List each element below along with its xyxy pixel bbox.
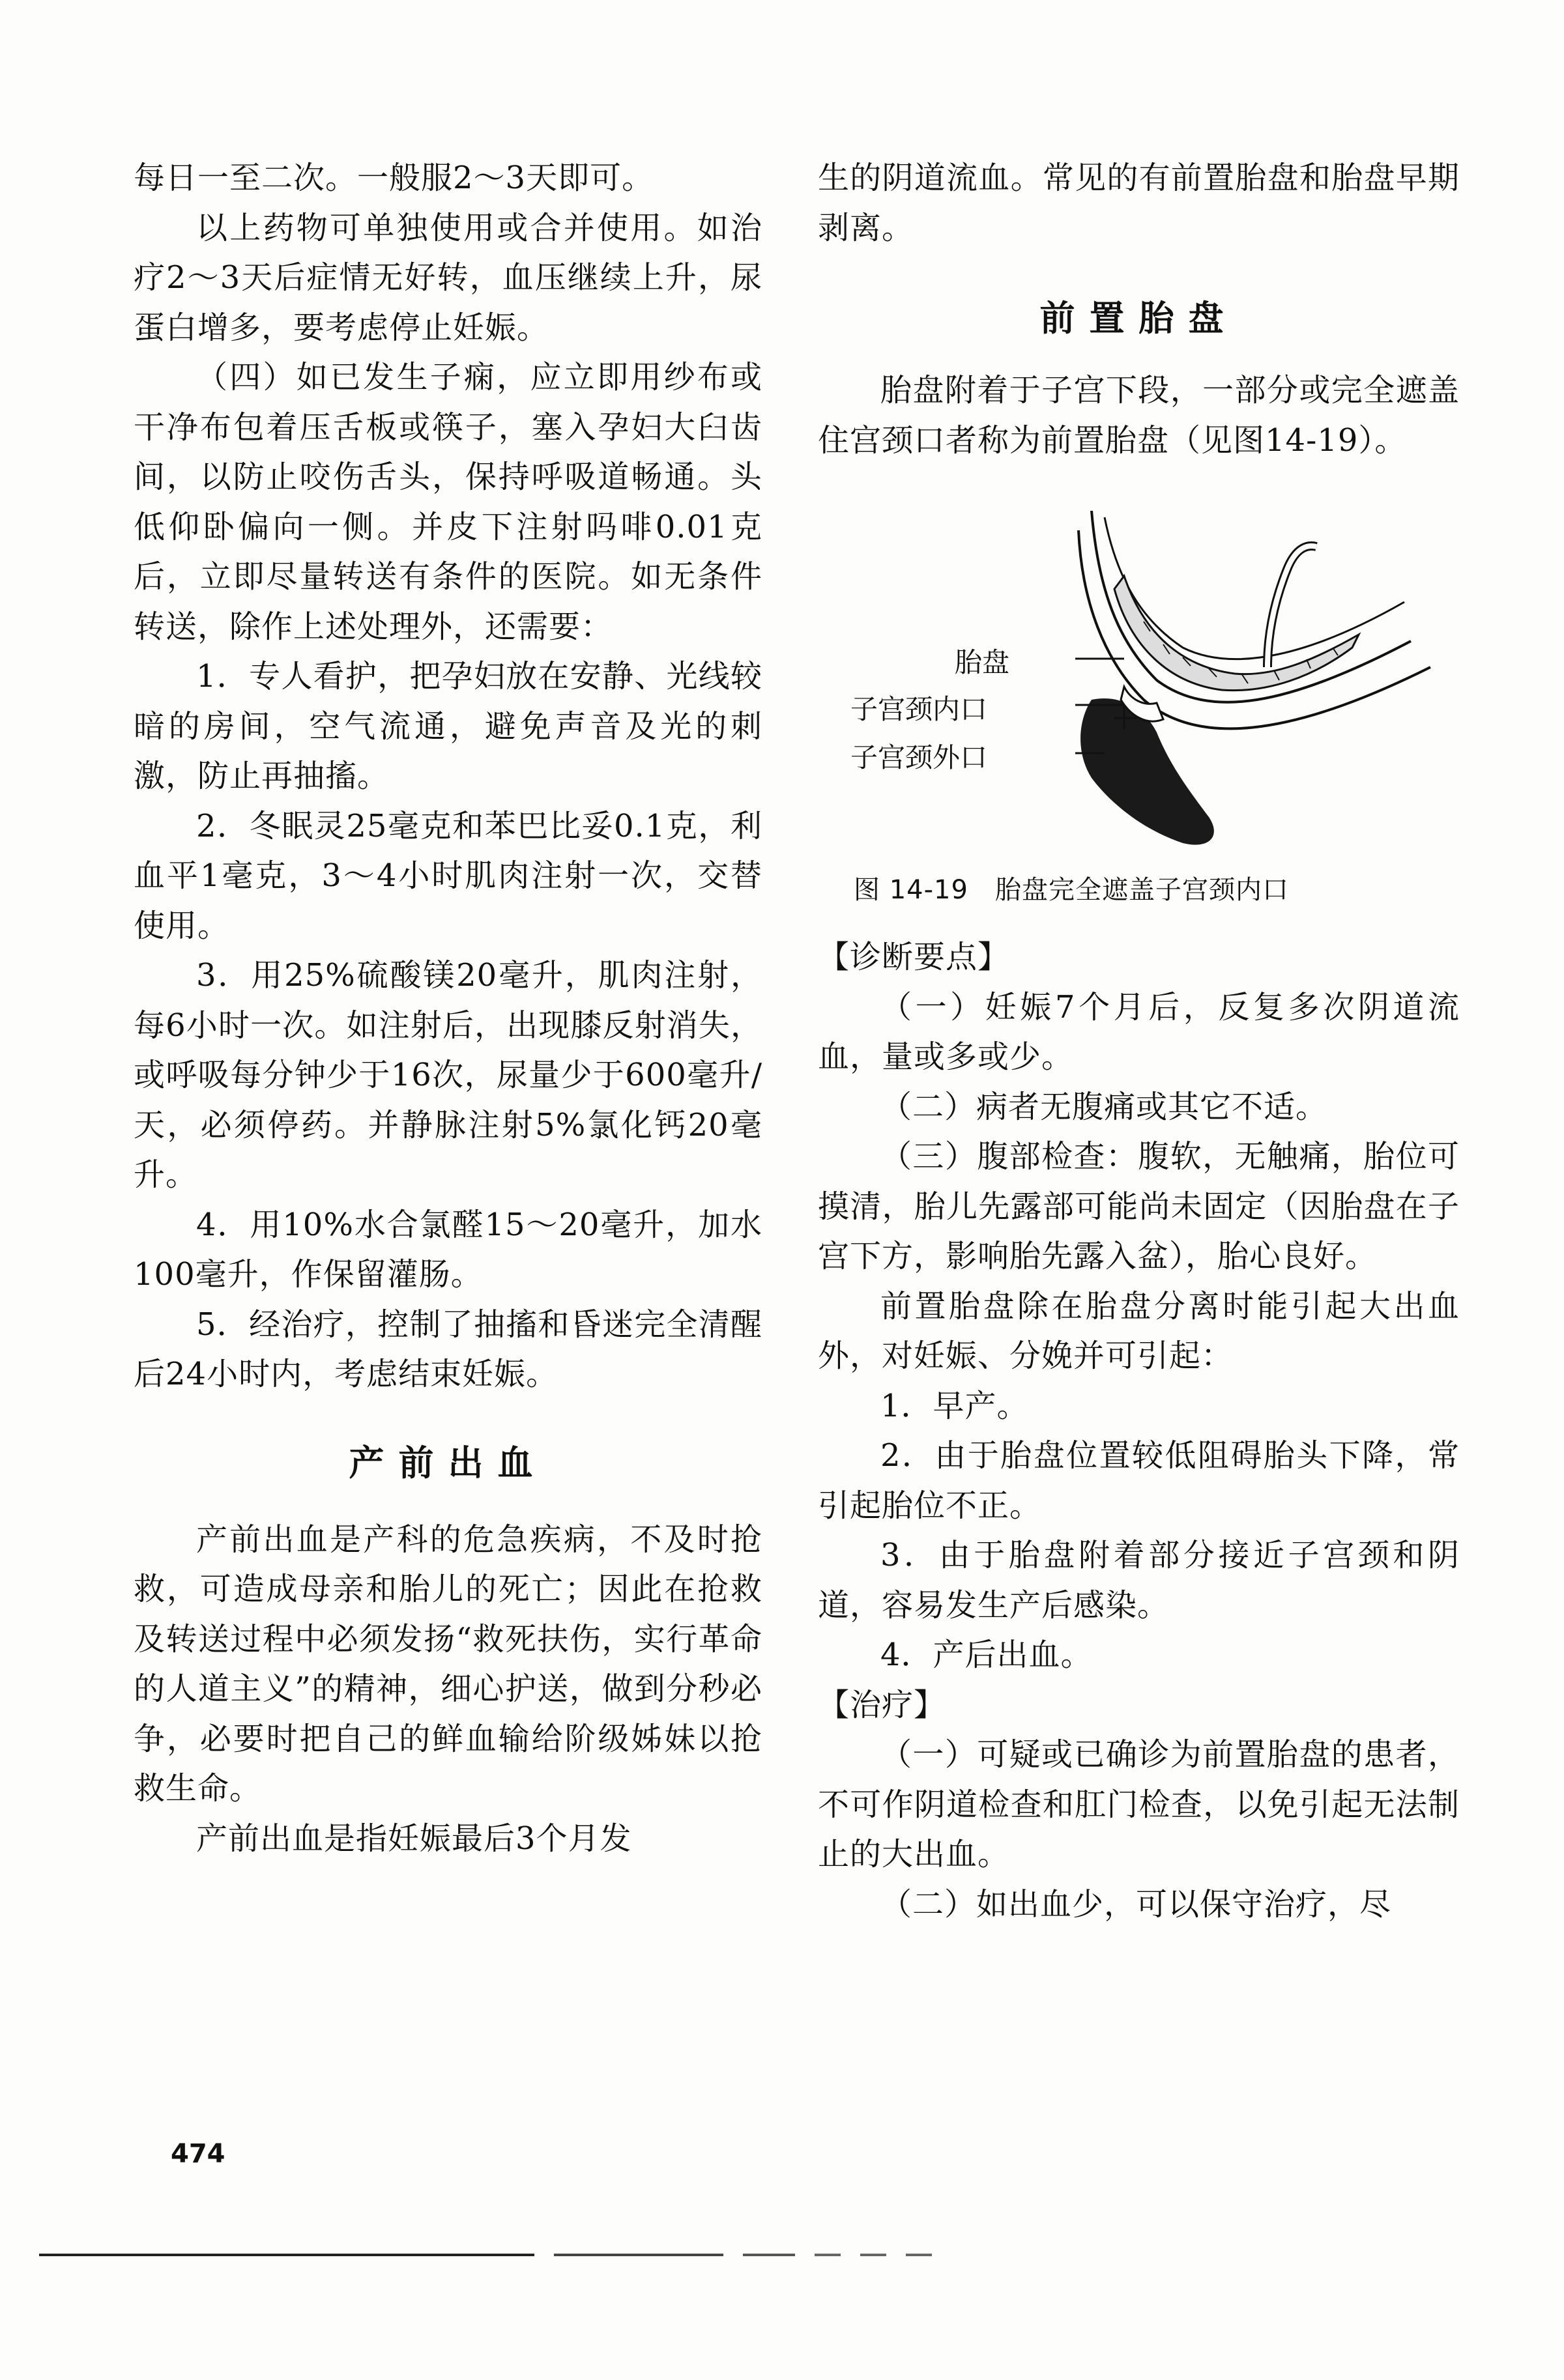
list-item: 1．早产。 (880, 1387, 1029, 1424)
section-heading: 前置胎盘 (1039, 298, 1238, 339)
section-heading: 产前出血 (349, 1442, 547, 1484)
subheading: 【治疗】 (818, 1686, 946, 1723)
list-item: （一）妊娠7个月后，反复多次阴道流血，量或多或少。 (818, 988, 1460, 1075)
figure-placenta-previa (818, 491, 1460, 856)
paragraph: 产前出血是指妊娠最后3个月发 (196, 1820, 632, 1857)
list-item: （三）腹部检查：腹软，无触痛，胎位可摸清，胎儿先露部可能尚未固定（因胎盘在子宫下方，影响胎先露入盆），胎心良好。 (818, 1138, 1460, 1274)
paragraph: 以上药物可单独使用或合并使用。如治疗2～3天后症情无好转，血压继续上升，尿蛋白增多，要考虑停止妊娠。 (134, 209, 762, 346)
paragraph: 生的阴道流血。常见的有前置胎盘和胎盘早期剥离。 (818, 160, 1460, 246)
list-item: （二）病者无腹痛或其它不适。 (880, 1088, 1328, 1125)
left-column (134, 153, 762, 1863)
list-item: （二）如出血少，可以保守治疗，尽 (880, 1885, 1392, 1923)
list-item: 4．产后出血。 (880, 1637, 1093, 1673)
right-column (818, 153, 1460, 1929)
list-item: 3．由于胎盘附着部分接近子宫颈和阴道，容易发生产后感染。 (818, 1537, 1460, 1624)
paragraph: 胎盘附着于子宫下段，一部分或完全遮盖住宫颈口者称为前置胎盘（见图14-19）。 (818, 372, 1460, 459)
list-item: 4．用10%水合氯醛15～20毫升，加水100毫升，作保留灌肠。 (134, 1206, 762, 1293)
paragraph: 产前出血是产科的危急疾病，不及时抢救，可造成母亲和胎儿的死亡；因此在抢救及转送过程中必须发扬“救死扶伤，实行革命的人道主义”的精神，细心护送，做到分秒必争，必要时把自己的鲜血输给阶级姊妹以抢救生命。 (134, 1521, 762, 1807)
list-item: 2．由于胎盘位置较低阻碍胎头下降，常引起胎位不正。 (818, 1437, 1460, 1524)
page-number: 474 (171, 2139, 225, 2169)
list-item: 1．专人看护，把孕妇放在安静、光线较暗的房间，空气流通，避免声音及光的刺激，防止再抽搐。 (134, 658, 762, 794)
list-item: （一）可疑或已确诊为前置胎盘的患者，不可作阴道检查和肛门检查，以免引起无法制止的大出血。 (818, 1736, 1460, 1872)
list-item: 2．冬眠灵25毫克和苯巴比妥0.1克，利血平1毫克，3～4小时肌肉注射一次，交替使用。 (134, 807, 762, 944)
subheading: 【诊断要点】 (818, 939, 1010, 975)
figure-label-placenta: 胎盘 (955, 646, 1010, 678)
scan-artifact-line (39, 2252, 945, 2258)
paragraph: 前置胎盘除在胎盘分离时能引起大出血外，对妊娠、分娩并可引起： (818, 1287, 1460, 1374)
placenta-illustration (818, 491, 1460, 856)
paragraph: 每日一至二次。一般服2～3天即可。 (134, 160, 654, 196)
figure-label-external-os: 子宫颈外口 (850, 741, 988, 773)
list-item: 5．经治疗，控制了抽搐和昏迷完全清醒后24小时内，考虑结束妊娠。 (134, 1306, 762, 1392)
list-item: 3．用25%硫酸镁20毫升，肌肉注射，每6小时一次。如注射后，出现膝反射消失，或呼吸每分钟少于16次，尿量少于600毫升/天，必须停药。并静脉注射5%氯化钙20毫升。 (134, 957, 762, 1193)
figure-caption: 图 14-19 胎盘完全遮盖子宫颈内口 (854, 875, 1289, 905)
paragraph: （四）如已发生子痫，应立即用纱布或干净布包着压舌板或筷子，塞入孕妇大臼齿间，以防止咬伤舌头，保持呼吸道畅通。头低仰卧偏向一侧。并皮下注射吗啡0.01克后，立即尽量转送有条件的医院。如无条件转送，除作上述处理外，还需要： (134, 359, 762, 645)
figure-label-internal-os: 子宫颈内口 (850, 693, 988, 725)
